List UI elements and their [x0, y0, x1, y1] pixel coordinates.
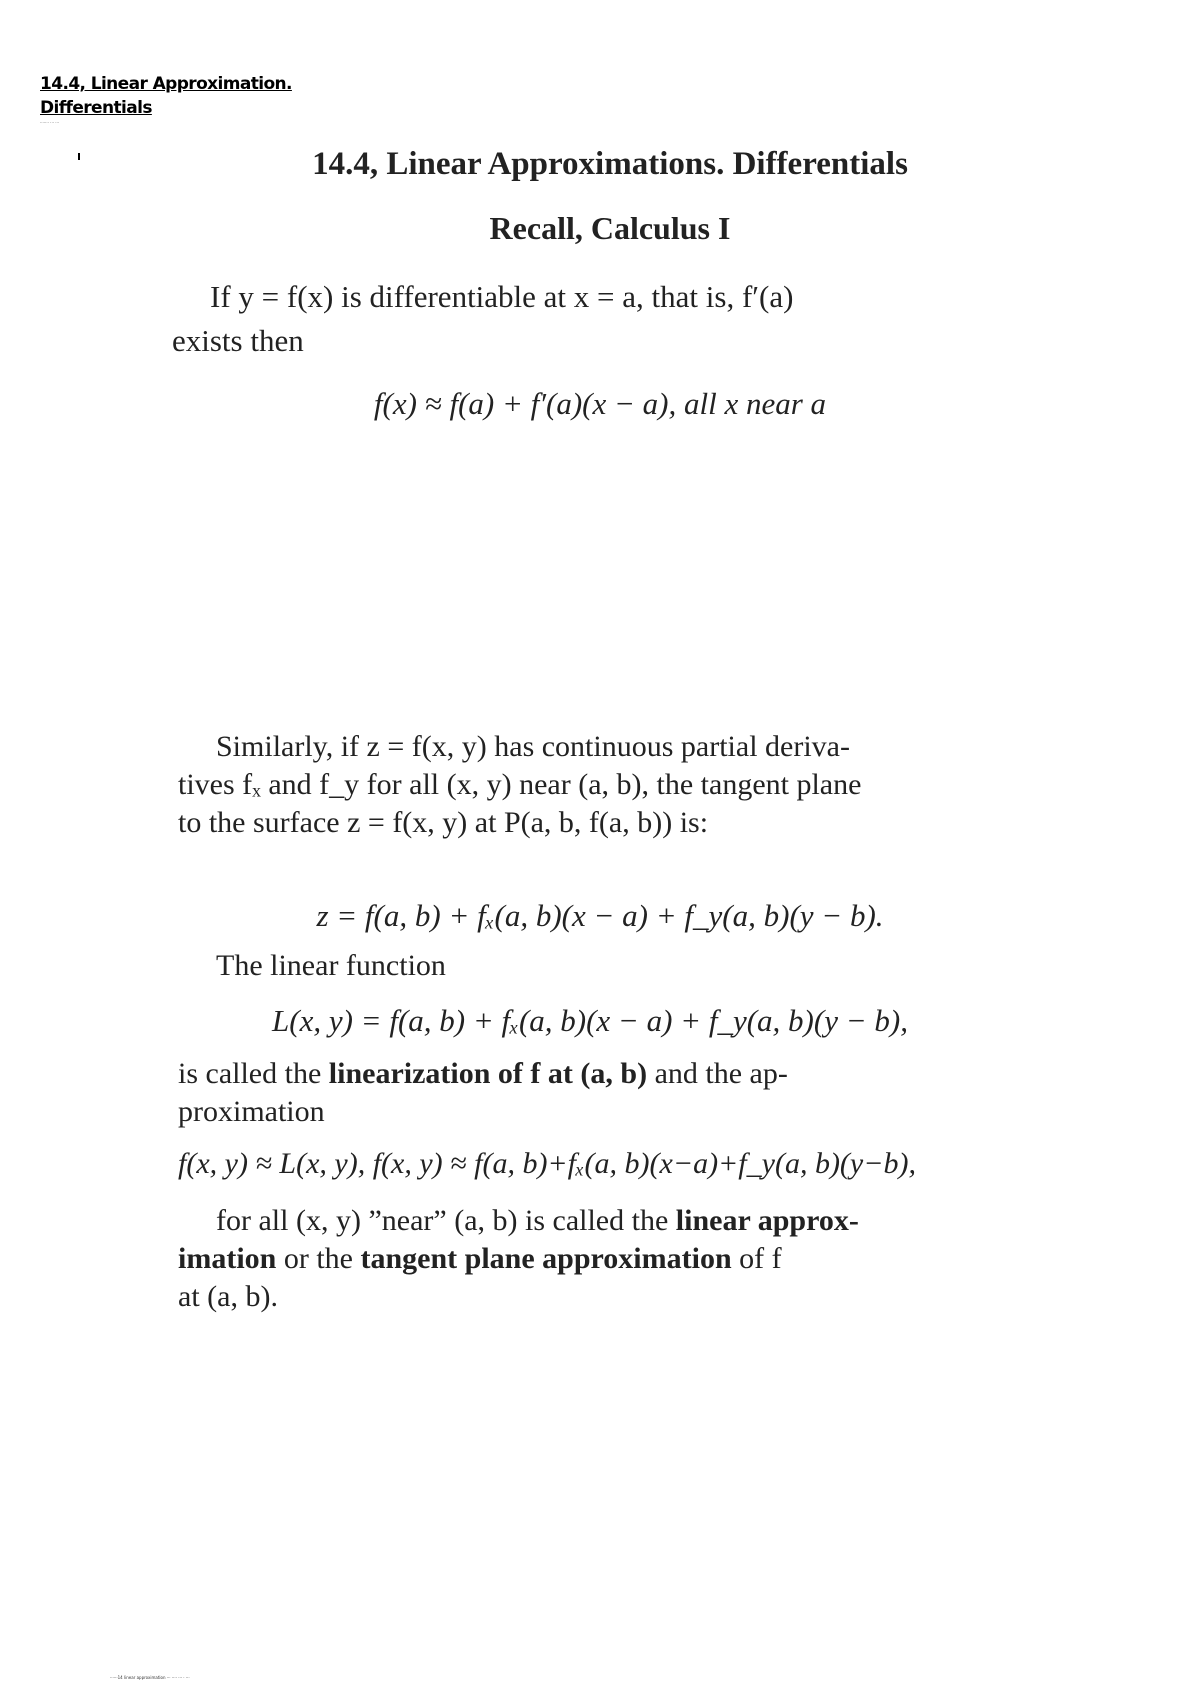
linear-function-label: The linear function [216, 949, 446, 982]
forall-line-3: at (a, b). [178, 1280, 278, 1313]
forall-post: of f [731, 1242, 782, 1275]
approximation-equation: f(x, y) ≈ L(x, y), f(x, y) ≈ f(a, b)+fₓ(a, b)(x−a)+f_y(a, b)(y−b), [178, 1147, 916, 1180]
section-subtitle: Recall, Calculus I [489, 210, 731, 246]
similarly-line-1: Similarly, if z = f(x, y) has continuous partial deriva- [216, 730, 850, 763]
recall-paragraph [172, 275, 1032, 363]
linear-approx-term: linear approx- [675, 1204, 859, 1237]
document-header-subtext: ······· ··· ··· [40, 120, 60, 125]
called-post: and the ap- [647, 1057, 788, 1090]
forall-mid: or the [276, 1242, 361, 1275]
similarly-paragraph [178, 728, 1018, 842]
tangent-plane-term: tangent plane approximation [360, 1242, 732, 1275]
recall-line-2: exists then [172, 323, 304, 358]
recall-line-1: If y = f(x) is differentiable at x = a, that is, f′(a) [210, 279, 794, 314]
page-footer: ······14 linear approximation ··· ···· ··· · ··· [110, 1675, 190, 1680]
called-line-1 [178, 1055, 1018, 1093]
document-header-title: 14.4, Linear Approximation. Differentials [40, 74, 292, 118]
similarly-line-3: to the surface z = f(x, y) at P(a, b, f(a, b)) is: [178, 806, 709, 839]
tangent-plane-equation: z = f(a, b) + fₓ(a, b)(x − a) + f_y(a, b)(y − b). [316, 898, 884, 933]
linearization-equation: L(x, y) = f(a, b) + fₓ(a, b)(x − a) + f_y(a, b)(y − b), [272, 1003, 908, 1038]
forall-line-1 [178, 1202, 1018, 1240]
approximation-paragraph [178, 1202, 1018, 1316]
similarly-line-2: tives fₓ and f_y for all (x, y) near (a, b), the tangent plane [178, 768, 862, 801]
forall-line-2 [178, 1240, 1018, 1278]
forall-pre: for all (x, y) ”near” (a, b) is called the [216, 1204, 676, 1237]
linearization-paragraph [178, 1055, 1018, 1131]
linear-approx-term-2: imation [178, 1242, 277, 1275]
page-title: 14.4, Linear Approximations. Differentials [312, 146, 908, 182]
called-line-2: proximation [178, 1095, 325, 1128]
called-pre: is called the [178, 1057, 329, 1090]
recall-equation: f(x) ≈ f(a) + f′(a)(x − a), all x near a [373, 386, 827, 421]
linearization-term: linearization of f at (a, b) [328, 1057, 648, 1090]
